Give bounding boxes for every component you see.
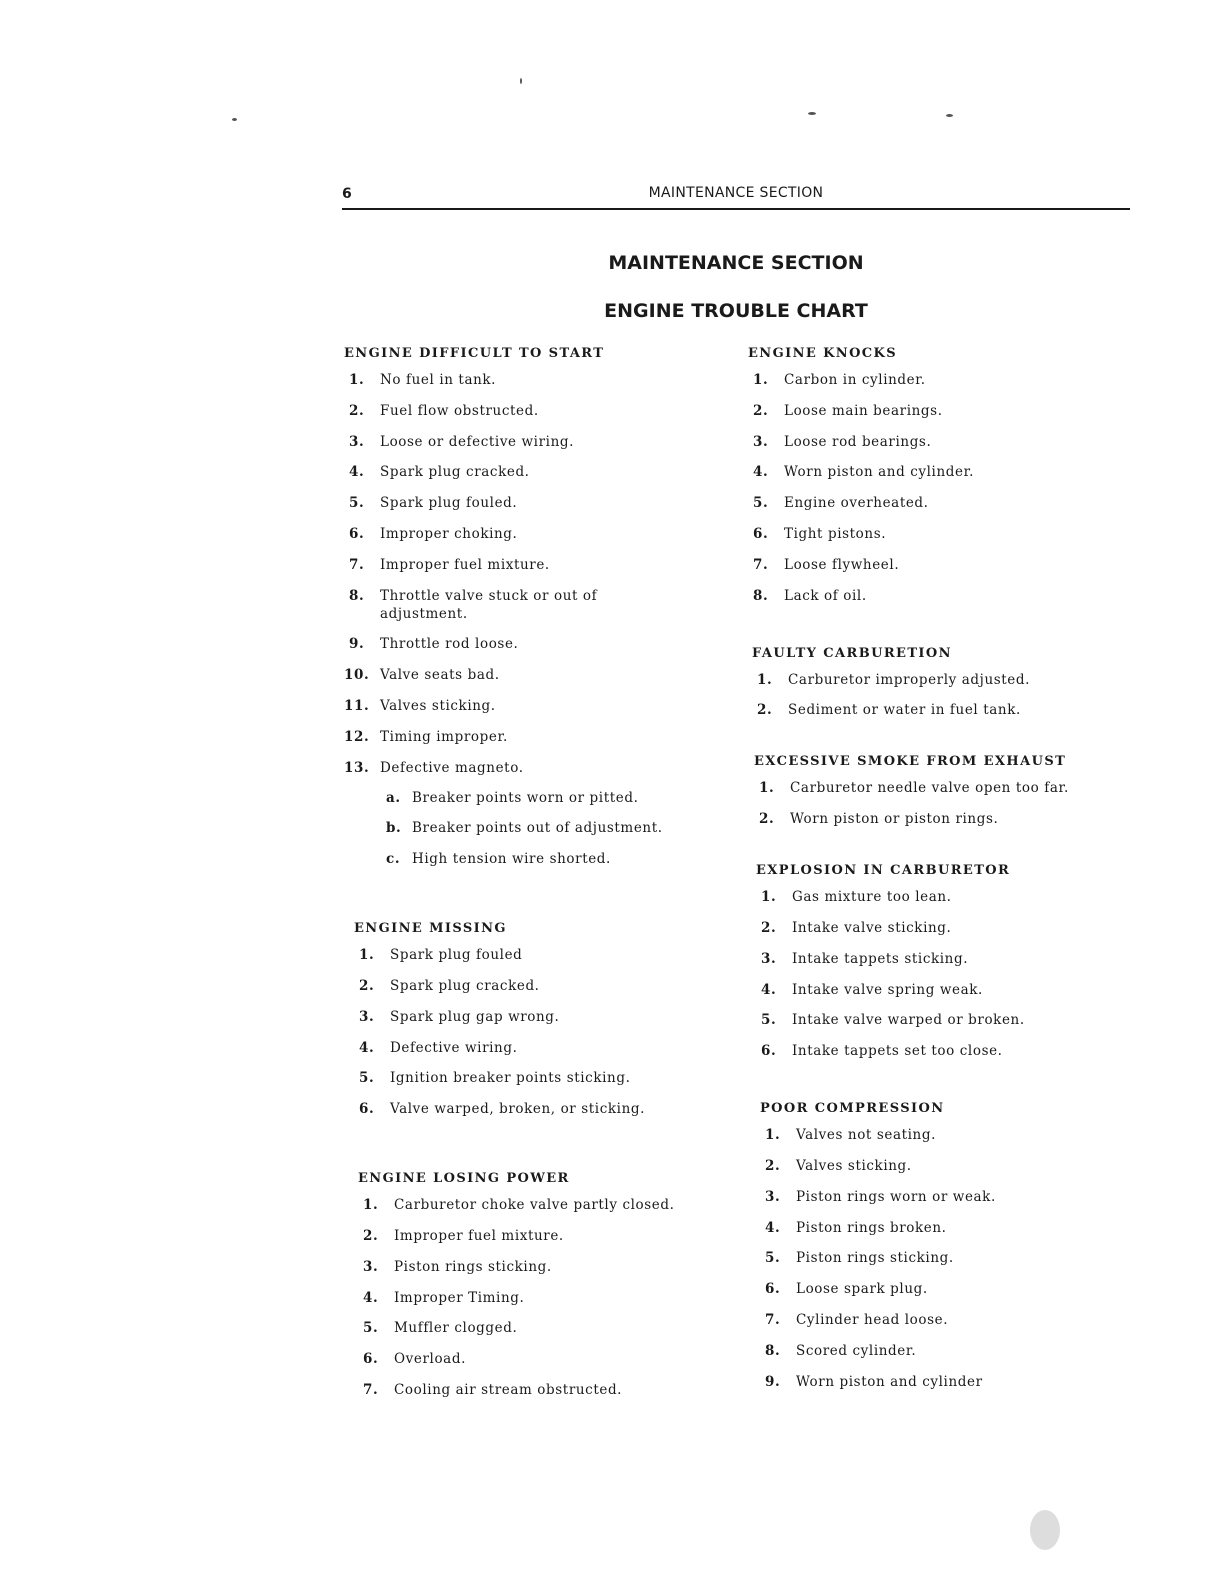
- page-number: 6: [342, 186, 352, 202]
- list-item: 6. Improper choking.: [349, 525, 518, 542]
- running-title: MAINTENANCE SECTION: [648, 185, 824, 201]
- list-item: 1. Carburetor improperly adjusted.: [757, 671, 1031, 688]
- list-item: 7. Cylinder head loose.: [765, 1311, 949, 1328]
- sub-list-item: c. High tension wire shorted.: [386, 851, 611, 868]
- list-item: 2. Valves sticking.: [765, 1157, 912, 1174]
- list-item: 4. Spark plug cracked.: [349, 464, 530, 481]
- sub-list: [380, 789, 734, 869]
- list-item: 3. Loose rod bearings.: [753, 433, 932, 450]
- list-item: 1. Gas mixture too lean.: [761, 889, 952, 906]
- list-item: 1. No fuel in tank.: [349, 372, 497, 388]
- list-item: 5. Piston rings sticking.: [765, 1250, 954, 1267]
- list-item: 8. Scored cylinder.: [765, 1342, 917, 1359]
- list-item: 6. Valve warped, broken, or sticking.: [359, 1101, 645, 1118]
- list-item: 13. Defective magneto. a. Breaker points worn or pitted. b. Breaker points out of adjustment. c. High tension wire shorted.: [344, 759, 734, 869]
- list-item: 4. Intake valve spring weak.: [761, 981, 983, 998]
- list-item: 4. Improper Timing.: [363, 1289, 525, 1306]
- section-heading: ENGINE LOSING POWER: [358, 1171, 570, 1187]
- list-item: 10. Valve seats bad.: [344, 667, 500, 684]
- list-item: 2. Loose main bearings.: [753, 402, 943, 419]
- section-heading: ENGINE MISSING: [354, 921, 507, 937]
- list-item: 5. Muffler clogged.: [363, 1320, 518, 1337]
- section-faulty-carburetion: [752, 645, 1138, 720]
- list-item: 2. Sediment or water in fuel tank.: [757, 702, 1021, 719]
- list-item: 8. Lack of oil.: [753, 587, 867, 604]
- trouble-list: [354, 946, 734, 1118]
- list-item: 5. Engine overheated.: [753, 495, 929, 512]
- list-item: 5. Ignition breaker points sticking.: [359, 1070, 631, 1087]
- list-item: 3. Piston rings worn or weak.: [765, 1188, 996, 1205]
- trouble-list: [760, 1126, 1138, 1390]
- list-item: 6. Tight pistons.: [753, 525, 887, 542]
- list-item: 4. Defective wiring.: [359, 1039, 518, 1056]
- section-heading: ENGINE DIFFICULT TO START: [344, 346, 605, 361]
- section-heading: POOR COMPRESSION: [760, 1101, 945, 1117]
- trouble-list: [754, 779, 1138, 828]
- list-item: 1. Carbon in cylinder.: [753, 372, 926, 388]
- list-item: 5. Intake valve warped or broken.: [761, 1012, 1025, 1029]
- section-poor-compression: [760, 1100, 1138, 1390]
- section-heading: ENGINE KNOCKS: [748, 346, 898, 361]
- list-item: 3. Spark plug gap wrong.: [359, 1008, 560, 1025]
- list-item: 9. Worn piston and cylinder: [765, 1373, 983, 1390]
- list-item: 1. Valves not seating.: [765, 1127, 936, 1144]
- section-excessive-smoke: [754, 753, 1138, 828]
- scan-smudge: [1030, 1510, 1060, 1550]
- list-item: 3. Loose or defective wiring.: [349, 433, 575, 450]
- page-title: MAINTENANCE SECTION: [608, 252, 864, 274]
- right-column: [748, 345, 1138, 1425]
- list-item: 2. Spark plug cracked.: [359, 977, 540, 994]
- list-item: 12. Timing improper.: [344, 728, 508, 745]
- list-item: 2. Improper fuel mixture.: [363, 1227, 564, 1244]
- section-heading: FAULTY CARBURETION: [752, 645, 952, 661]
- trouble-list: [752, 671, 1138, 720]
- trouble-list: [756, 888, 1138, 1060]
- list-item: 3. Piston rings sticking.: [363, 1258, 552, 1275]
- section-engine-knocks: [748, 345, 1138, 605]
- section-heading: EXCESSIVE SMOKE FROM EXHAUST: [754, 754, 1067, 770]
- list-item: 2. Intake valve sticking.: [761, 919, 952, 936]
- running-header: [342, 184, 1130, 210]
- list-item: 11. Valves sticking.: [344, 697, 496, 714]
- trouble-list: [748, 371, 1138, 605]
- list-item: 6. Loose spark plug.: [765, 1281, 928, 1298]
- list-item: 4. Worn piston and cylinder.: [753, 464, 975, 481]
- list-item: 6. Intake tappets set too close.: [761, 1043, 1003, 1060]
- list-item: 3. Intake tappets sticking.: [761, 950, 969, 967]
- scan-speck: [232, 118, 237, 121]
- section-engine-difficult-to-start: [344, 345, 734, 868]
- chart-title: ENGINE TROUBLE CHART: [604, 300, 868, 322]
- list-item: 1. Carburetor choke valve partly closed.: [363, 1197, 675, 1214]
- list-item: 4. Piston rings broken.: [765, 1219, 947, 1236]
- list-item: 1. Spark plug fouled: [359, 947, 523, 964]
- list-item: 1. Carburetor needle valve open too far.: [759, 780, 1069, 797]
- sub-list-item: b. Breaker points out of adjustment.: [386, 820, 663, 837]
- list-item: 5. Spark plug fouled.: [349, 495, 518, 512]
- list-item: 7. Loose flywheel.: [753, 556, 900, 573]
- list-item: 7. Cooling air stream obstructed.: [363, 1381, 623, 1398]
- list-item: 2. Worn piston or piston rings.: [759, 811, 999, 828]
- section-engine-missing: [354, 920, 734, 1118]
- list-item: 2. Fuel flow obstructed.: [349, 402, 539, 419]
- scan-speck: [808, 112, 816, 115]
- section-heading: EXPLOSION IN CARBURETOR: [756, 863, 1011, 879]
- sub-list-item: a. Breaker points worn or pitted.: [386, 789, 639, 806]
- list-item: 9. Throttle rod loose.: [349, 636, 519, 653]
- section-explosion-in-carburetor: [756, 862, 1138, 1060]
- scan-speck: [946, 114, 953, 117]
- scan-speck: [520, 78, 522, 84]
- trouble-list: [358, 1196, 734, 1399]
- list-item: 6. Overload.: [363, 1351, 466, 1368]
- section-engine-losing-power: [358, 1170, 734, 1399]
- left-column: [344, 345, 734, 1433]
- trouble-list: [344, 371, 734, 868]
- list-item: 8. Throttle valve stuck or out of adjustment.: [349, 587, 598, 622]
- list-item: 7. Improper fuel mixture.: [349, 556, 550, 573]
